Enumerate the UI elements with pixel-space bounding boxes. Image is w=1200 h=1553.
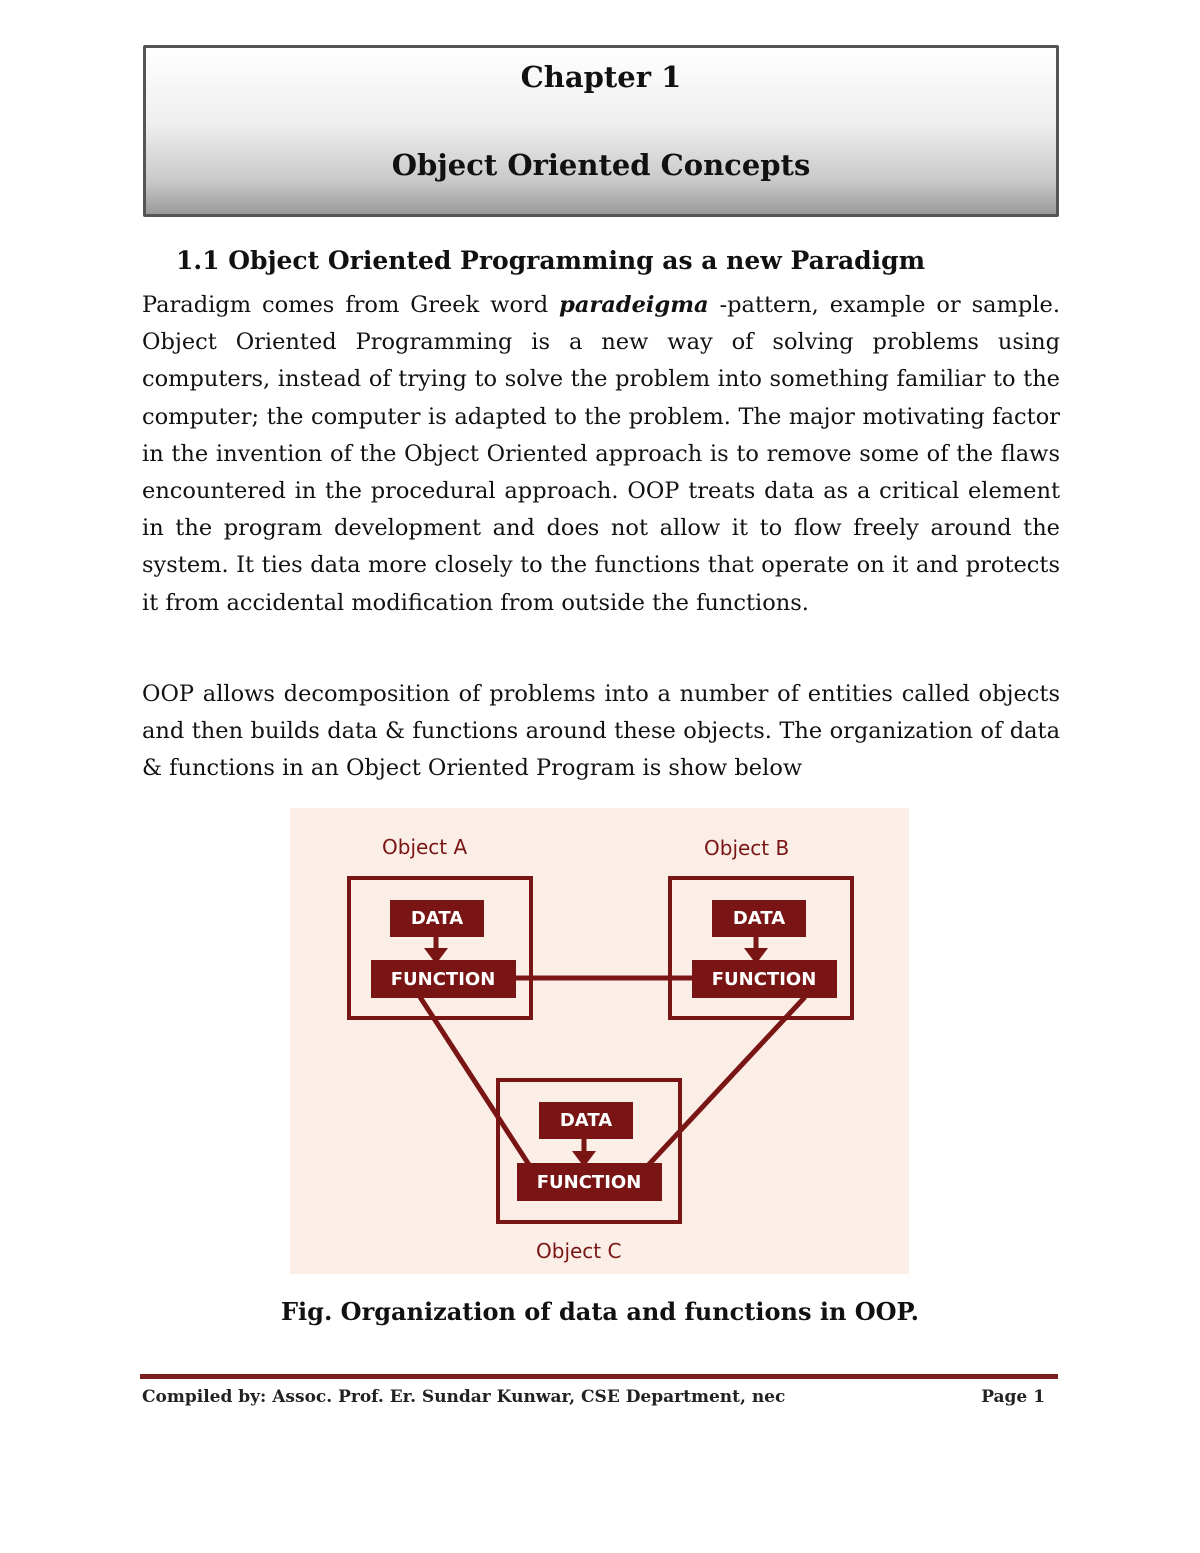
paragraph-lead: Paradigm comes from Greek word	[142, 292, 560, 318]
paragraph-paradigm	[142, 287, 1060, 622]
chapter-title: Object Oriented Concepts	[391, 148, 811, 182]
object-a-data-label: DATA	[410, 908, 464, 929]
object-c-data-label: DATA	[559, 1110, 613, 1131]
object-b-data-label: DATA	[732, 908, 786, 929]
oop-organization-figure	[290, 808, 909, 1274]
paragraph-rest: -pattern, example or sample. Object Oriented Programming is a new way of solving problems using computers, instead of trying to solve the problem into something familiar to the computer; the computer is adapted to the problem. The major motivating factor in the invention of the Object Oriented approach is to remove some of the flaws encountered in the procedural approach. OOP treats data as a critical element in the program development and does not allow it to flow freely around the system. It ties data more closely to the functions that operate on it and protects it from accidental modification from outside the functions.	[142, 292, 1060, 616]
chapter-number: Chapter 1	[520, 60, 682, 94]
chapter-header-box	[143, 45, 1059, 217]
connector-a-c	[420, 997, 535, 1174]
object-b-label: Object B	[704, 836, 790, 860]
figure-caption: Fig. Organization of data and functions in OOP.	[281, 1297, 919, 1326]
oop-diagram	[290, 808, 909, 1274]
footer-divider	[140, 1374, 1058, 1379]
term-paradeigma: paradeigma	[559, 292, 709, 318]
object-b-function-label: FUNCTION	[711, 969, 817, 990]
footer-compiled-by: Compiled by: Assoc. Prof. Er. Sundar Kunwar, CSE Department, nec	[142, 1387, 786, 1407]
section-heading: 1.1 Object Oriented Programming as a new Paradigm	[176, 246, 926, 275]
connector-b-c	[640, 997, 805, 1174]
footer-page-number: Page 1	[981, 1387, 1045, 1407]
object-a-function-label: FUNCTION	[390, 969, 496, 990]
object-c-label: Object C	[536, 1239, 622, 1263]
paragraph-decomposition: OOP allows decomposition of problems into a number of entities called objects and then builds data & functions around these objects. The organization of data & functions in an Object Oriented Program is show below	[142, 681, 1060, 782]
object-a-label: Object A	[382, 835, 468, 859]
object-c-function-label: FUNCTION	[536, 1172, 642, 1193]
